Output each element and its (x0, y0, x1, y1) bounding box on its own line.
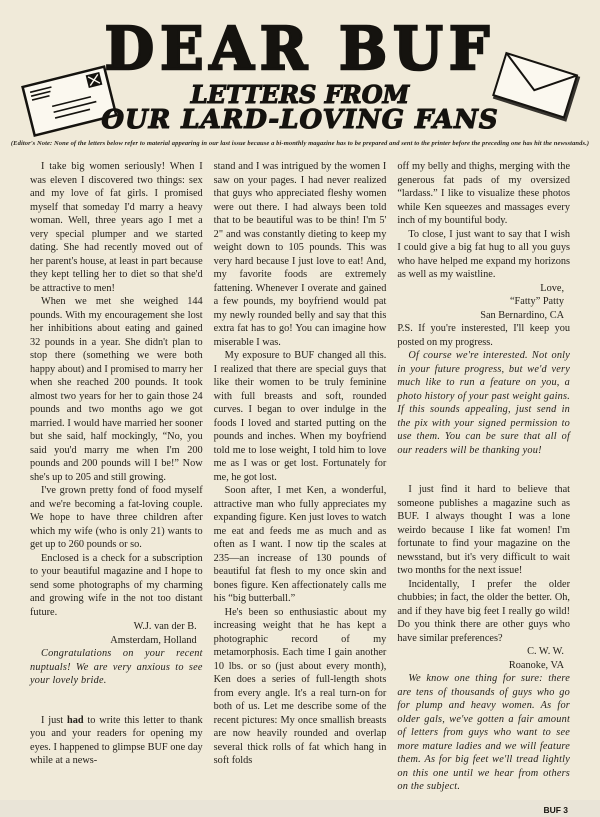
page-number: BUF 3 (397, 804, 570, 817)
subtitle-line2: OUR LARD-LOVING FANS (0, 107, 600, 133)
editor-reply: We know one thing for sure: there are tens of thousands of guys who go for plump and heavy women. As for older gals, we've gotten a fair amount of letters from guys who want to see more mature ladies and we will feature them. As for big feet we'll tread lightly on this one until we hear from others on the subject. (397, 672, 570, 794)
letter-separator (397, 457, 570, 483)
letter-signature-location: Roanoke, VA (397, 659, 570, 673)
letter-postscript: P.S. If you're insterested, I'll keep you posted on my progress. (397, 322, 570, 349)
letter-paragraph: I just had to write this letter to thank you and your readers for opening my eyes. I happened to glimpse BUF one day while at a news- (30, 714, 203, 768)
editors-note: (Editor's Note: None of the letters below refer to material appearing in our last issue because a bi-monthly magazine has to be prepared and sent to the printer before the preceding one has hit the newsstands.) (0, 140, 600, 147)
letter-paragraph: Incidentally, I prefer the older chubbies; in fact, the older the better. Oh, and if they have big feet I really go wild! Do you think there are other guys who have similar preferences? (397, 578, 570, 646)
column-2 (214, 160, 387, 790)
subtitle-line1: LETTERS FROM (0, 83, 600, 107)
editor-reply: Of course we're interested. Not only in your future progress, but we'd very much like to run a feature on you, a photo history of your past weight gains. If this sounds appealing, just send in the pix with your signed permission to use them. You can be sure that all of our readers will be thanking you! (397, 349, 570, 457)
column-1 (30, 160, 203, 790)
masthead (0, 0, 600, 147)
letter-signature-location: San Bernardino, CA (397, 309, 570, 323)
letter-paragraph: I take big women seriously! When I was eleven I discovered two things: sex and my love of fat girls. I promised myself that someday I'd marry a heavy woman. Well, three years ago I met a very special plumper and we started dating. She had recently moved out of her parent's house, at least in part because they kept telling her to diet so that she'd be attractive to men! (30, 160, 203, 295)
letter-paragraph: When we met she weighed 144 pounds. With my encouragement she lost her inhibitions about eating and gained 32 pounds in a year. She didn't plan to stop there (something we were both happy about) and I promised to marry her when she reached 200 pounds. It took almost two years for her to gain those 24 pounds and two months ago we got married. I would have married her sooner but she said, half mockingly, “No, you said you'd marry me when I'm 200 pounds and 200 pounds will I be!” Now she's up to 205 and still growing. (30, 295, 203, 484)
letter-signature-location: Amsterdam, Holland (30, 634, 203, 648)
letter-paragraph: To close, I just want to say that I wish I could give a big fat hug to all you guys who have helped me expand my horizons as well as my waistline. (397, 228, 570, 282)
letter-signoff: Love, (397, 282, 570, 296)
letter-signature: W.J. van der B. (30, 620, 203, 634)
letter-signature: C. W. W. (397, 645, 570, 659)
letter-paragraph: off my belly and thighs, merging with the generous fat pads of my oversized “lardass.” I like to visualize these photos while Ken squeezes and massages every inch of my bountiful body. (397, 160, 570, 228)
letter-separator (30, 688, 203, 714)
page-title: DEAR BUF (0, 19, 600, 78)
column-3 (397, 160, 570, 790)
letter-signature: “Fatty” Patty (397, 295, 570, 309)
letters-columns (0, 147, 600, 790)
editor-reply: Congratulations on your recent nuptuals! We are very anxious to see your lovely bride. (30, 647, 203, 688)
letter-paragraph: I've grown pretty fond of food myself and we're becoming a fat-loving couple. We hope to have three children after which my wife (who is only 21) wants to get up to 260 pounds or so. (30, 484, 203, 552)
letter-paragraph: stand and I was intrigued by the women I saw on your pages. I had never realized that guys who appreciated fleshy women were out there. I had always been told that to be beautiful was to be thin! I'm 5' 2" and was constantly dieting to keep my weight down to 105 pounds. This was very hard because I just love to eat! And, my favorite foods are extremely fattening. Whenever I overate and gained a few pounds, my boyfriend would pat my newly rounded belly and say that this extra fat has to go! You can imagine how miserable I was. (214, 160, 387, 349)
letter-paragraph: My exposure to BUF changed all this. I realized that there are special guys that like their women to be truly feminine with full breasts and soft, rounded curves. I began to over indulge in the foods I loved and started putting on the pounds and inches. When my boyfriend told me to lose weight, I told him to love me as I was or get lost. Fortunately for me, he got lost. (214, 349, 387, 484)
letter-paragraph: Soon after, I met Ken, a wonderful, attractive man who fully appreciates my expanding figure. Ken just loves to watch me eat and feeds me as much and as often as I want. I now tip the scales at 235—an increase of 130 pounds of beautiful fat flesh to my once skin and bones figure. Ken affectionately calls me his “big butterball.” (214, 484, 387, 606)
letter-paragraph: I just find it hard to believe that someone publishes a magazine such as BUF. I always thought I was a lone weirdo because I like fat women! I'm fortunate to find your magazine on the newsstand, but it's very difficult to wait two months for the next issue! (397, 483, 570, 578)
letter-paragraph: He's been so enthusiastic about my increasing weight that he has kept a photographic record of my metamorphosis. Each time I gain another 10 lbs. or so (just about every month), Ken does a series of full-length shots from every angle. It's a real turn-on for both of us. Let me describe some of the recent pictures: My once smallish breasts are now heavily rounded and overlap several thick rolls of fat which hang in soft folds (214, 606, 387, 768)
letter-paragraph: Enclosed is a check for a subscription to your beautiful magazine and I hope to send some photographs of my charming and growing wife in the not too distant future. (30, 552, 203, 620)
